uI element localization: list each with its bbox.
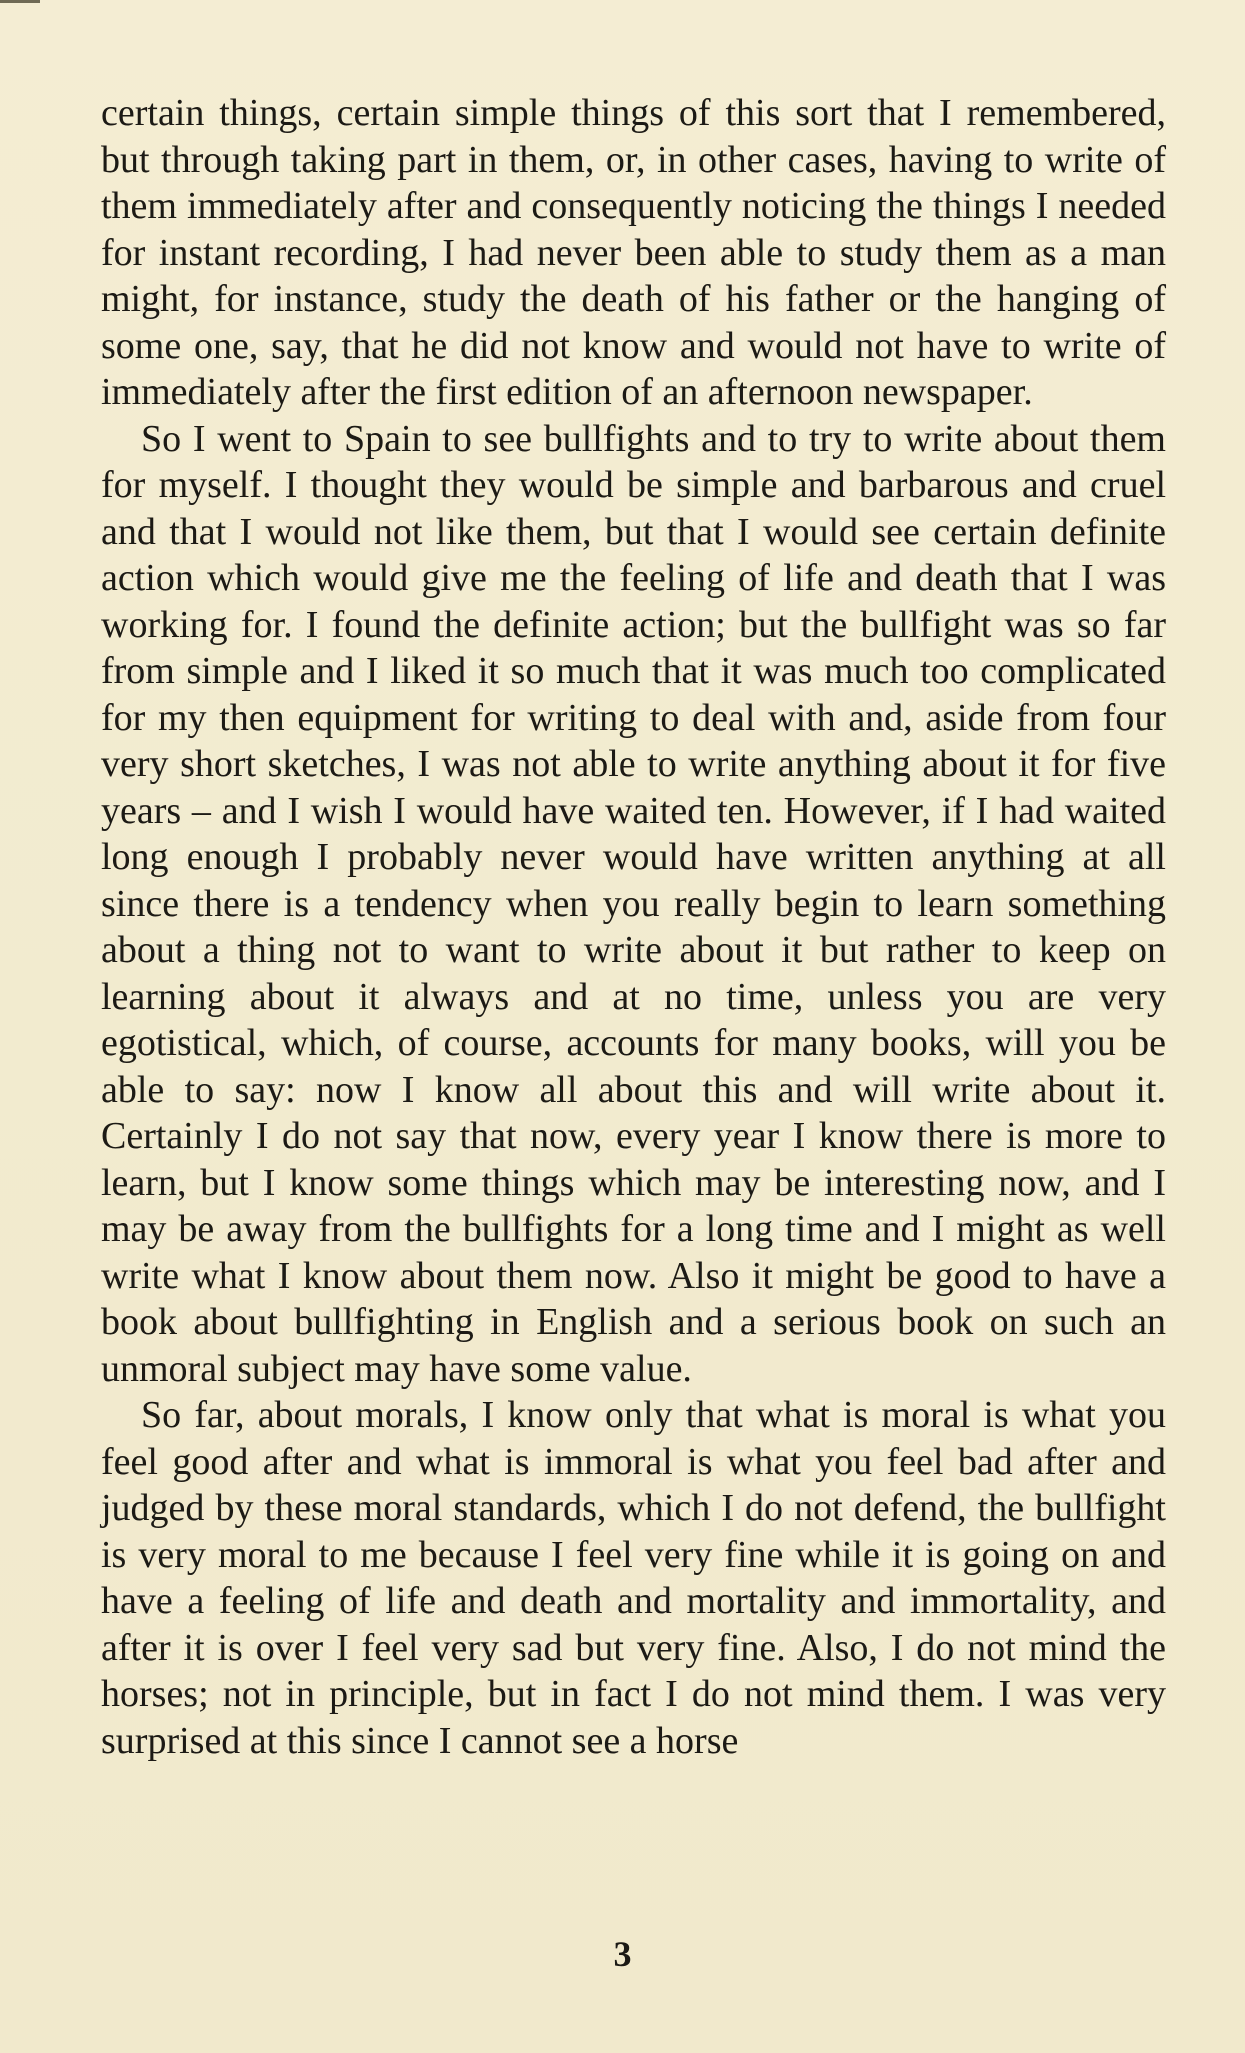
paragraph-spain-bullfights: So I went to Spain to see bullfights and to try to write about them for myself. I thought they would be simple and barbarous and cruel and that I would not like them, but that I would see certain definite action which would give me the feeling of life and death that I was working for. I found the definite action; but the bullfight was so far from simple and I liked it so much that it was much too complicated for my then equipment for writing to deal with and, aside from four very short sketches, I was not able to write anything about it for five years – and I wish I would have waited ten. However, if I had waited long enough I probably never would have written anything at all since there is a tendency when you really begin to learn something about a thing not to want to write about it but rather to keep on learning about it always and at no time, unless you are very egotistical, which, of course, accounts for many books, will you be able to say: now I know all about this and will write about it. Certainly I do not say that now, every year I know there is more to learn, but I know some things which may be interesting now, and I may be away from the bullfights for a long time and I might as well write what I know about them now. Also it might be good to have a book about bullfighting in English and a serious book on such an unmoral subject may have some value. (101, 417, 1166, 1390)
paragraph-continued: certain things, certain simple things of this sort that I remembered, but through taking part in them, or, in other cases, having to write of them immediately after and consequently noticing the things I needed for instant recording, I had never been able to study them as a man might, for instance, study the death of his father or the hanging of some one, say, that he did not know and would not have to write of immediately after the first edition of an afternoon newspaper. (101, 92, 1166, 413)
paragraph-morals: So far, about morals, I know only that what is moral is what you feel good after and what is immoral is what you feel bad after and judged by these moral standards, which I do not defend, the bullfight is very moral to me because I feel very fine while it is going on and have a feeling of life and death and mortality and immortality, and after it is over I feel very sad but very fine. Also, I do not mind the horses; not in principle, but in fact I do not mind them. I was very surprised at this since I cannot see a horse (101, 1394, 1166, 1762)
scan-edge-mark (0, 0, 40, 3)
page-number: 3 (613, 1934, 632, 1974)
body-text (101, 90, 1166, 1764)
